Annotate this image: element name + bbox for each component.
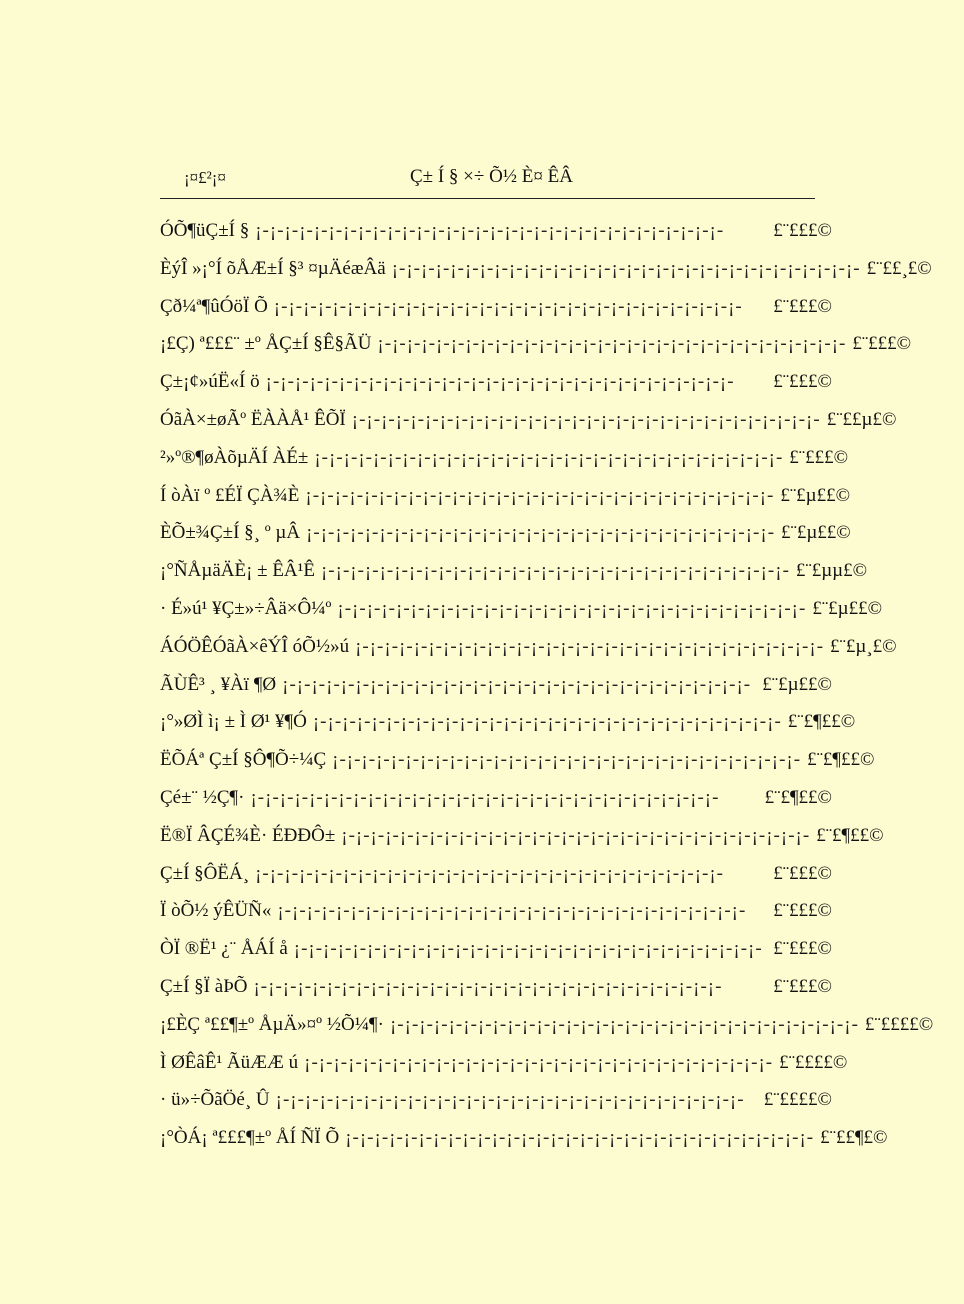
- dot-leader: ¡-¡-¡-¡-¡-¡-¡-¡-¡-¡-¡-¡-¡-¡-¡-¡-¡-¡-¡-¡-¡-¡-¡-¡-¡-¡-¡-¡-¡-¡-¡-¡-: [275, 1089, 745, 1111]
- toc-entry-title: ¡£Ç) ª£££¨ ±º ÅÇ±Í §Ê§ÃÜ: [160, 333, 372, 355]
- dot-leader: ¡-¡-¡-¡-¡-¡-¡-¡-¡-¡-¡-¡-¡-¡-¡-¡-¡-¡-¡-¡-¡-¡-¡-¡-¡-¡-¡-¡-¡-¡-¡-¡-: [345, 1127, 815, 1149]
- toc-entry[interactable]: [160, 220, 832, 258]
- dot-leader: ¡-¡-¡-¡-¡-¡-¡-¡-¡-¡-¡-¡-¡-¡-¡-¡-¡-¡-¡-¡-¡-¡-¡-¡-¡-¡-¡-¡-¡-¡-¡-¡-: [337, 597, 807, 619]
- dot-leader: ¡-¡-¡-¡-¡-¡-¡-¡-¡-¡-¡-¡-¡-¡-¡-¡-¡-¡-¡-¡-¡-¡-¡-¡-¡-¡-¡-¡-¡-¡-¡-¡-: [265, 371, 735, 393]
- toc-entry-page: £¨££¶£©: [820, 1127, 888, 1149]
- toc-entry[interactable]: [160, 1013, 934, 1052]
- toc-entry-page: £¨£££©: [773, 295, 832, 317]
- dot-leader: ¡-¡-¡-¡-¡-¡-¡-¡-¡-¡-¡-¡-¡-¡-¡-¡-¡-¡-¡-¡-¡-¡-¡-¡-¡-¡-¡-¡-¡-¡-¡-¡-: [391, 257, 861, 279]
- toc-entry-title: Ì ØÊâÊ¹ ÃüÆÆ ú: [160, 1051, 299, 1073]
- toc-entry-page: £¨££µ£©: [826, 408, 897, 430]
- toc-entry-page: £¨£££©: [773, 938, 832, 960]
- toc-entry-title: Ë®Ï ÂÇÉ¾È· ÉÐÐÔ±: [160, 824, 336, 846]
- toc-entry-title: Çð¼ª¶ûÓöÏ Õ: [160, 295, 268, 317]
- toc-entry-page: £¨££££©: [864, 1013, 934, 1035]
- toc-entry-title: Í òÀï º £ÉÏ ÇÀ¾È: [160, 484, 300, 506]
- toc-entry-title: ¡°ÑÅµäÄÈ¡ ± ÊÂ¹Ê: [160, 560, 315, 582]
- toc-entry-page: £¨£¶££©: [787, 711, 856, 733]
- toc-entry[interactable]: [160, 976, 832, 1014]
- toc-entry[interactable]: [160, 824, 884, 863]
- dot-leader: ¡-¡-¡-¡-¡-¡-¡-¡-¡-¡-¡-¡-¡-¡-¡-¡-¡-¡-¡-¡-¡-¡-¡-¡-¡-¡-¡-¡-¡-¡-¡-¡-: [306, 522, 776, 544]
- table-of-contents: [160, 220, 934, 1165]
- toc-entry[interactable]: [160, 333, 912, 371]
- dot-leader: ¡-¡-¡-¡-¡-¡-¡-¡-¡-¡-¡-¡-¡-¡-¡-¡-¡-¡-¡-¡-¡-¡-¡-¡-¡-¡-¡-¡-¡-¡-¡-¡-: [351, 408, 821, 430]
- toc-entry[interactable]: [160, 900, 832, 938]
- toc-entry-title: Ç±Í §ÔËÁ¸: [160, 862, 250, 884]
- toc-entry-page: £¨£µµ£©: [795, 560, 868, 582]
- toc-entry[interactable]: [160, 1127, 888, 1165]
- dot-leader: ¡-¡-¡-¡-¡-¡-¡-¡-¡-¡-¡-¡-¡-¡-¡-¡-¡-¡-¡-¡-¡-¡-¡-¡-¡-¡-¡-¡-¡-¡-¡-¡-: [314, 446, 784, 468]
- dot-leader: ¡-¡-¡-¡-¡-¡-¡-¡-¡-¡-¡-¡-¡-¡-¡-¡-¡-¡-¡-¡-¡-¡-¡-¡-¡-¡-¡-¡-¡-¡-¡-¡-: [312, 711, 782, 733]
- toc-entry-title: ¡£ÈÇ ª££¶±º ÅµÄ»¤º ½Õ¼¶·: [160, 1013, 384, 1035]
- toc-entry-title: ÓÕ¶üÇ±Í §: [160, 220, 250, 241]
- toc-entry-page: £¨£££©: [773, 371, 832, 393]
- toc-entry-title: Ï òÕ½ ýÊÜÑ«: [160, 900, 272, 922]
- toc-entry-title: ÈýÎ »¡°Í õÅÆ±Í §³ ¤µÄéæÂä: [160, 257, 386, 279]
- toc-entry[interactable]: [160, 560, 868, 598]
- dot-leader: ¡-¡-¡-¡-¡-¡-¡-¡-¡-¡-¡-¡-¡-¡-¡-¡-¡-¡-¡-¡-¡-¡-¡-¡-¡-¡-¡-¡-¡-¡-¡-¡-: [277, 900, 747, 922]
- dot-leader: ¡-¡-¡-¡-¡-¡-¡-¡-¡-¡-¡-¡-¡-¡-¡-¡-¡-¡-¡-¡-¡-¡-¡-¡-¡-¡-¡-¡-¡-¡-¡-¡-: [282, 673, 752, 695]
- toc-entry[interactable]: [160, 446, 849, 485]
- toc-entry[interactable]: [160, 787, 832, 825]
- toc-entry-page: £¨£££©: [773, 900, 832, 922]
- dot-leader: ¡-¡-¡-¡-¡-¡-¡-¡-¡-¡-¡-¡-¡-¡-¡-¡-¡-¡-¡-¡-¡-¡-¡-¡-¡-¡-¡-¡-¡-¡-¡-¡-: [305, 484, 775, 506]
- toc-entry-title: ¡°»ØÌ ì¡ ± Ì Ø¹ ¥¶Ó: [160, 711, 307, 733]
- toc-entry-title: ÒÏ ®Ë¹ ¿¨ ÅÁÍ å: [160, 938, 288, 960]
- toc-entry[interactable]: [160, 711, 856, 749]
- dot-leader: ¡-¡-¡-¡-¡-¡-¡-¡-¡-¡-¡-¡-¡-¡-¡-¡-¡-¡-¡-¡-¡-¡-¡-¡-¡-¡-¡-¡-¡-¡-¡-¡-: [293, 938, 763, 960]
- toc-entry-page: £¨£££©: [852, 333, 912, 355]
- toc-entry[interactable]: [160, 257, 932, 296]
- toc-entry-page: £¨£¶££©: [764, 786, 832, 808]
- page-number-marker: ¡¤£²¡¤: [184, 168, 226, 187]
- toc-entry-title: ÈÕ±¾Ç±Í §¸ º µÂ: [160, 522, 301, 544]
- toc-entry[interactable]: [160, 371, 832, 409]
- toc-entry-title: ÓãÀ×±øÃº ËÀÀÅ¹ ÊÕÏ: [160, 408, 346, 430]
- toc-entry[interactable]: [160, 938, 832, 976]
- toc-entry[interactable]: [160, 484, 851, 523]
- toc-entry-title: · É»ú¹ ¥Ç±»÷Âä×Ô¼º: [160, 597, 332, 619]
- running-header: [160, 162, 815, 199]
- toc-entry-title: ÁÓÖÊÓãÀ×êÝÎ óÕ½»ú: [160, 635, 350, 657]
- toc-entry-page: £¨££¸£©: [866, 257, 932, 279]
- toc-entry[interactable]: [160, 1089, 832, 1127]
- toc-entry[interactable]: [160, 597, 883, 636]
- toc-entry-title: · ü»÷ÕãÖé¸ Û: [160, 1089, 270, 1111]
- toc-entry[interactable]: [160, 674, 832, 712]
- toc-entry-title: ÃÙÊ³ ¸ ¥Àï ¶Ø: [160, 673, 277, 695]
- toc-entry-title: ¡°ÒÁ¡ ª£££¶±º ÅÍ ÑÏ Õ: [160, 1127, 340, 1149]
- toc-entry-title: ²»º®¶øÀõµÄÍ ÀÉ±: [160, 446, 309, 468]
- toc-entry-title: Ç±¡¢»úË«Í ö: [160, 371, 260, 393]
- toc-entry-page: £¨££££©: [779, 1051, 848, 1073]
- toc-entry-page: £¨£££©: [773, 220, 832, 241]
- dot-leader: ¡-¡-¡-¡-¡-¡-¡-¡-¡-¡-¡-¡-¡-¡-¡-¡-¡-¡-¡-¡-¡-¡-¡-¡-¡-¡-¡-¡-¡-¡-¡-¡-: [341, 824, 811, 846]
- dot-leader: ¡-¡-¡-¡-¡-¡-¡-¡-¡-¡-¡-¡-¡-¡-¡-¡-¡-¡-¡-¡-¡-¡-¡-¡-¡-¡-¡-¡-¡-¡-¡-¡-: [389, 1013, 859, 1035]
- toc-entry-page: £¨£µ££©: [780, 484, 851, 506]
- dot-leader: ¡-¡-¡-¡-¡-¡-¡-¡-¡-¡-¡-¡-¡-¡-¡-¡-¡-¡-¡-¡-¡-¡-¡-¡-¡-¡-¡-¡-¡-¡-¡-¡-: [304, 1051, 774, 1073]
- toc-entry[interactable]: [160, 635, 897, 674]
- toc-entry[interactable]: [160, 296, 832, 334]
- toc-entry-title: Çé±¨ ½Ç¶·: [160, 786, 245, 808]
- toc-entry-page: £¨££££©: [763, 1089, 832, 1111]
- dot-leader: ¡-¡-¡-¡-¡-¡-¡-¡-¡-¡-¡-¡-¡-¡-¡-¡-¡-¡-¡-¡-¡-¡-¡-¡-¡-¡-¡-¡-¡-¡-¡-¡-: [255, 862, 724, 884]
- toc-entry[interactable]: [160, 749, 875, 787]
- toc-entry-page: £¨£µ££©: [812, 597, 883, 619]
- toc-entry-title: ËÕÁª Ç±Í §Ô¶Õ÷¼Ç: [160, 749, 327, 771]
- toc-entry-page: £¨£µ¸£©: [830, 635, 897, 657]
- toc-entry-title: Ç±Í §Ï àÞÕ: [160, 975, 248, 997]
- toc-entry[interactable]: [160, 408, 897, 447]
- toc-entry-page: £¨£¶££©: [816, 824, 884, 846]
- toc-entry-page: £¨£µ££©: [762, 673, 832, 695]
- dot-leader: ¡-¡-¡-¡-¡-¡-¡-¡-¡-¡-¡-¡-¡-¡-¡-¡-¡-¡-¡-¡-¡-¡-¡-¡-¡-¡-¡-¡-¡-¡-¡-¡-: [253, 975, 723, 997]
- dot-leader: ¡-¡-¡-¡-¡-¡-¡-¡-¡-¡-¡-¡-¡-¡-¡-¡-¡-¡-¡-¡-¡-¡-¡-¡-¡-¡-¡-¡-¡-¡-¡-¡-: [255, 220, 725, 241]
- toc-entry-page: £¨£¶££©: [807, 749, 875, 771]
- toc-entry[interactable]: [160, 522, 851, 560]
- toc-entry[interactable]: [160, 863, 832, 901]
- dot-leader: ¡-¡-¡-¡-¡-¡-¡-¡-¡-¡-¡-¡-¡-¡-¡-¡-¡-¡-¡-¡-¡-¡-¡-¡-¡-¡-¡-¡-¡-¡-¡-¡-: [250, 786, 720, 808]
- toc-entry-page: £¨£££©: [789, 446, 849, 468]
- dot-leader: ¡-¡-¡-¡-¡-¡-¡-¡-¡-¡-¡-¡-¡-¡-¡-¡-¡-¡-¡-¡-¡-¡-¡-¡-¡-¡-¡-¡-¡-¡-¡-¡-: [332, 749, 802, 771]
- dot-leader: ¡-¡-¡-¡-¡-¡-¡-¡-¡-¡-¡-¡-¡-¡-¡-¡-¡-¡-¡-¡-¡-¡-¡-¡-¡-¡-¡-¡-¡-¡-¡-¡-: [355, 635, 825, 657]
- dot-leader: ¡-¡-¡-¡-¡-¡-¡-¡-¡-¡-¡-¡-¡-¡-¡-¡-¡-¡-¡-¡-¡-¡-¡-¡-¡-¡-¡-¡-¡-¡-¡-¡-: [320, 560, 790, 582]
- book-title: Ç± Í § ×÷ Õ½ È¤ ÊÂ: [410, 166, 573, 187]
- toc-entry-page: £¨£££©: [773, 862, 832, 884]
- toc-entry[interactable]: [160, 1051, 848, 1090]
- dot-leader: ¡-¡-¡-¡-¡-¡-¡-¡-¡-¡-¡-¡-¡-¡-¡-¡-¡-¡-¡-¡-¡-¡-¡-¡-¡-¡-¡-¡-¡-¡-¡-¡-: [377, 333, 847, 355]
- dot-leader: ¡-¡-¡-¡-¡-¡-¡-¡-¡-¡-¡-¡-¡-¡-¡-¡-¡-¡-¡-¡-¡-¡-¡-¡-¡-¡-¡-¡-¡-¡-¡-¡-: [273, 295, 743, 317]
- toc-entry-page: £¨£µ££©: [781, 522, 851, 544]
- toc-entry-page: £¨£££©: [773, 975, 832, 997]
